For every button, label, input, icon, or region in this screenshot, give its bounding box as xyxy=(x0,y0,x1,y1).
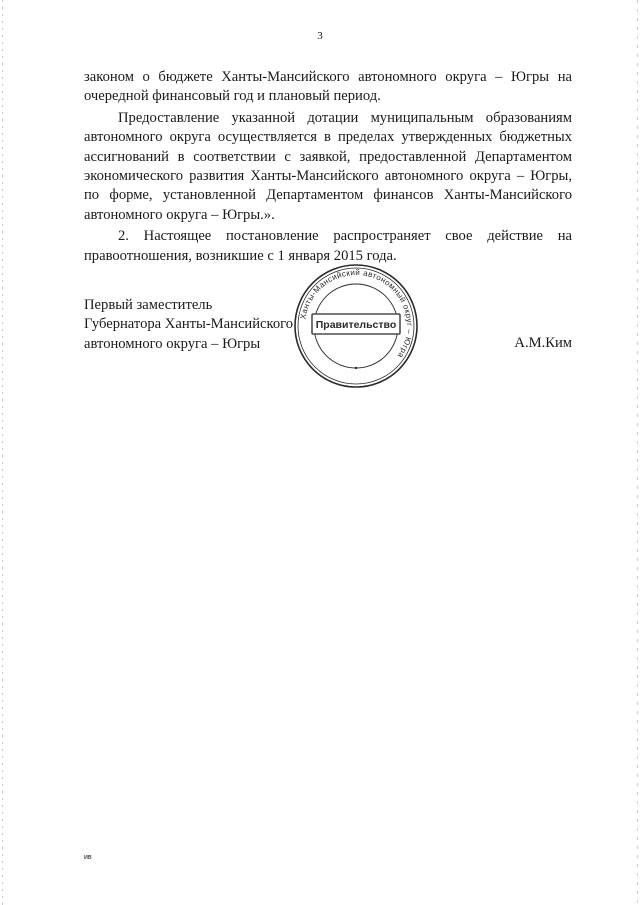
signatory-position-line-2: Губернатора Ханты-Мансийского xyxy=(84,316,294,333)
scan-edge-left xyxy=(2,0,3,905)
paragraph-budget-law: законом о бюджете Ханты-Мансийского автономного округа – Югры на очередной финансовый год и плановый период. xyxy=(84,69,572,105)
official-seal xyxy=(292,262,420,390)
footer-mark: ив xyxy=(84,854,92,861)
page-number: 3 xyxy=(317,30,323,42)
signatory-name: А.М.Ким xyxy=(514,335,572,351)
seal-ring-text: Ханты-Мансийский автономный округ – Югра xyxy=(298,267,415,360)
paragraph-subsidy-provision: Предоставление указанной дотации муниципальным образованиям автономного округа осуществляется в пределах утвержденных бюджетных ассигнований в соответствии с заявкой, предоставленной Департаментом экономического развития Ханты-Мансийского автономного округа – Югры, по форме, установленной Департаментом финансов Ханты-Мансийского автономного округа – Югры.». xyxy=(84,109,572,223)
seal-center-text: Правительство xyxy=(315,319,397,331)
scan-edge-right xyxy=(637,0,638,905)
document-body xyxy=(84,68,572,268)
signatory-position-line-3: автономного округа – Югры xyxy=(84,335,261,352)
paragraph-effective-date: 2. Настоящее постановление распространяет свое действие на правоотношения, возникшие с 1 января 2015 года. xyxy=(84,228,572,264)
signatory-position-line-1: Первый заместитель xyxy=(84,297,213,313)
